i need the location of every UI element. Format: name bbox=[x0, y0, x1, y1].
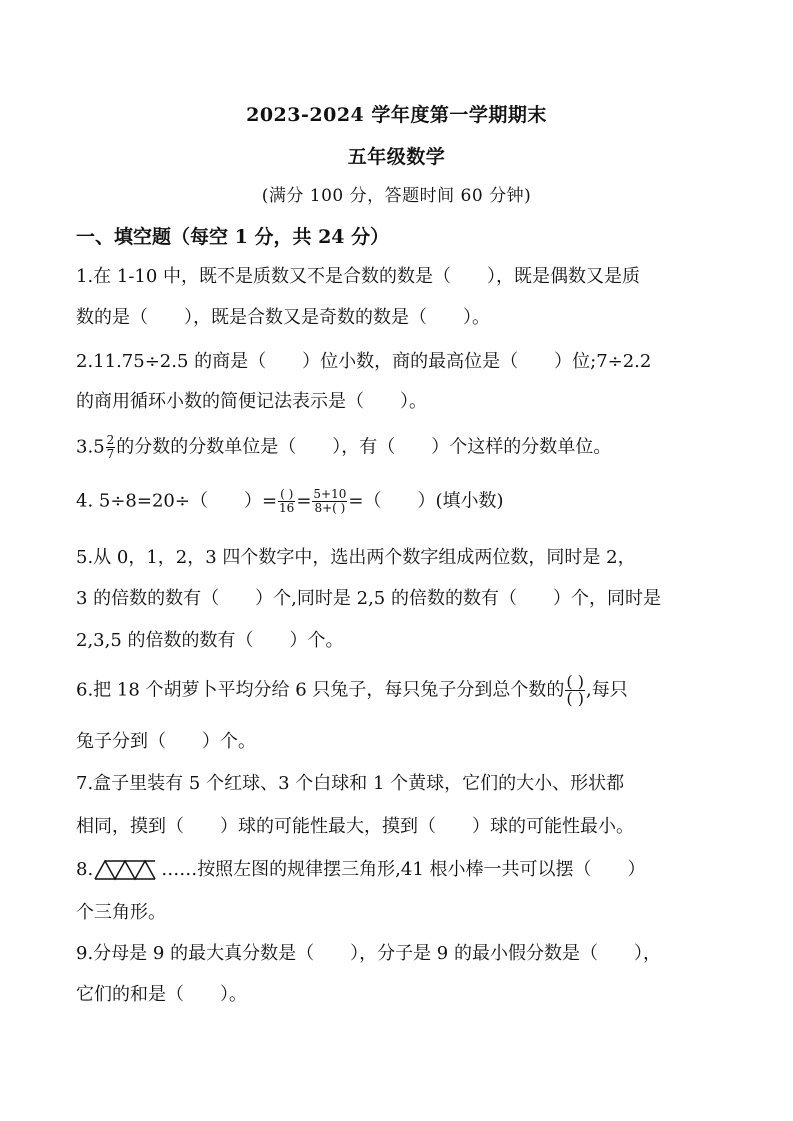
question-6-line-1 bbox=[76, 674, 726, 707]
question-6-part-1: 6.把 18 个胡萝卜平均分给 6 只兔子，每只兔子分到总个数的 bbox=[76, 679, 565, 701]
fraction-denominator: 16 bbox=[279, 501, 295, 515]
question-3-prefix: 3. bbox=[76, 436, 94, 458]
question-5-line-1: 5.从 0，1，2，3 四个数字中，选出两个数字组成两位数，同时是 2， bbox=[76, 547, 636, 568]
mixed-number-fraction bbox=[106, 434, 116, 461]
question-9-line-1: 9.分母是 9 的最大真分数是（ ），分子是 9 的最小假分数是（ ）， bbox=[76, 943, 661, 964]
question-2-line-2: 的商用循环小数的简便记法表示是（ ）。 bbox=[76, 391, 427, 412]
question-4-part-1: 4. 5÷8=20÷（ ）= bbox=[76, 490, 278, 512]
section-heading-fill-in: 一、填空题（每空 1 分，共 24 分） bbox=[76, 226, 390, 248]
fraction-numerator: 5+10 bbox=[313, 487, 347, 501]
question-9-line-2: 它们的和是（ ）。 bbox=[76, 984, 247, 1005]
question-4 bbox=[76, 488, 726, 515]
triangle-pattern-icon bbox=[93, 859, 159, 881]
question-8-prefix: 8. bbox=[76, 859, 94, 880]
question-1-line-2: 数的是（ ），既是合数又是奇数的数是（ ）。 bbox=[76, 307, 490, 328]
exam-subtitle: 五年级数学 bbox=[347, 146, 446, 168]
question-6-part-2: ,每只 bbox=[586, 679, 628, 701]
fraction-numerator: 2 bbox=[106, 433, 115, 447]
mixed-number-whole: 5 bbox=[93, 436, 105, 458]
question-7-line-1: 7.盒子里装有 5 个红球、3 个白球和 1 个黄球，它们的大小、形状都 bbox=[76, 773, 625, 794]
fraction-numerator: ( ) bbox=[566, 672, 584, 691]
fraction-denominator: 7 bbox=[106, 447, 115, 461]
question-1-line-1: 1.在 1-10 中，既不是质数又不是合数的数是（ ），既是偶数又是质 bbox=[76, 266, 641, 287]
question-8-line-2: 个三角形。 bbox=[76, 902, 166, 923]
question-5-line-2: 3 的倍数的数有（ ）个,同时是 2,5 的倍数的数有（ ）个，同时是 bbox=[76, 588, 661, 609]
question-8-line-1 bbox=[76, 858, 726, 882]
question-7-line-2: 相同，摸到（ ）球的可能性最大，摸到（ ）球的可能性最小。 bbox=[76, 816, 634, 837]
question-4-fraction-2 bbox=[312, 488, 347, 515]
exam-title: 2023-2024 学年度第一学期期末 bbox=[246, 104, 547, 126]
fraction-denominator: ( ) bbox=[566, 689, 584, 708]
question-4-fraction-1 bbox=[278, 488, 295, 515]
question-5-line-3: 2,3,5 的倍数的数有（ ）个。 bbox=[76, 630, 344, 651]
question-4-part-2: =（ ）(填小数) bbox=[348, 490, 504, 512]
question-3-text: 的分数的分数单位是（ ），有（ ）个这样的分数单位。 bbox=[116, 436, 612, 458]
exam-note: (满分 100 分，答题时间 60 分钟) bbox=[261, 186, 532, 206]
question-8-text: ……按照左图的规律摆三角形,41 根小棒一共可以摆（ ） bbox=[161, 859, 646, 880]
question-3 bbox=[76, 434, 726, 461]
question-6-fraction bbox=[565, 674, 585, 707]
fraction-denominator: 8+( ) bbox=[314, 501, 346, 515]
question-2-line-1: 2.11.75÷2.5 的商是（ ）位小数，商的最高位是（ ）位;7÷2.2 bbox=[76, 351, 652, 372]
equals-sign: = bbox=[296, 490, 312, 512]
fraction-numerator: ( ) bbox=[278, 488, 295, 502]
question-6-line-2: 兔子分到（ ）个。 bbox=[76, 731, 256, 752]
